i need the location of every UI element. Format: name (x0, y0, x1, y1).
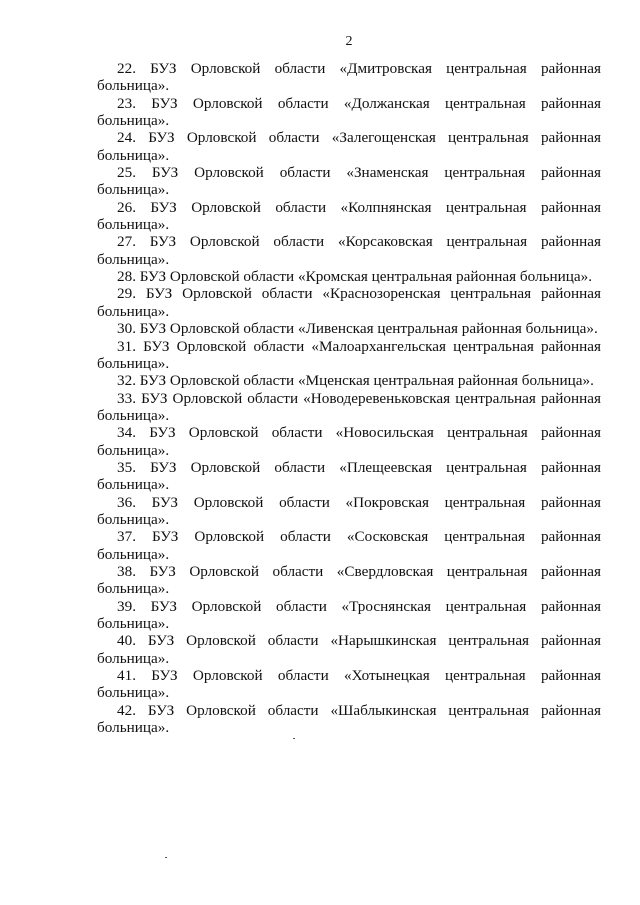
list-item (97, 129, 601, 164)
list-item-continuation: больница». (97, 112, 170, 130)
list-item (97, 233, 601, 268)
list-item (97, 372, 601, 389)
list-item (97, 702, 601, 737)
list-item-text: 36. БУЗ Орловской области «Покровская центральная районная (117, 493, 601, 511)
list-item-continuation: больница». (97, 181, 170, 199)
list-item-text: 38. БУЗ Орловской области «Свердловская центральная районная (117, 562, 601, 580)
list-item-text: 23. БУЗ Орловской области «Должанская центральная районная (117, 94, 601, 112)
list-item (97, 459, 601, 494)
list-item-continuation: больница». (97, 406, 170, 424)
list-item-text: 25. БУЗ Орловской области «Знаменская центральная районная (117, 164, 601, 182)
list-item (97, 528, 601, 563)
list-item-text: 22. БУЗ Орловской области «Дмитровская центральная районная (117, 60, 601, 77)
hospital-list (97, 60, 601, 736)
list-item-text: 24. БУЗ Орловской области «Залегощенская центральная районная (117, 129, 601, 147)
scan-speck (165, 857, 167, 858)
page-number: 2 (345, 34, 353, 49)
list-item (97, 60, 601, 95)
list-item (97, 598, 601, 633)
list-item (97, 199, 601, 234)
list-item-text: 27. БУЗ Орловской области «Корсаковская центральная районная (117, 233, 601, 251)
list-item-continuation: больница». (97, 302, 170, 320)
list-item (97, 424, 601, 459)
list-item-continuation: больница». (97, 250, 170, 268)
list-item-text: 40. БУЗ Орловской области «Нарышкинская центральная районная (117, 632, 601, 650)
list-item-text: 37. БУЗ Орловской области «Сосковская центральная районная (117, 528, 601, 546)
list-item (97, 494, 601, 529)
list-item-continuation: больница». (97, 77, 170, 95)
list-item-continuation: больница». (97, 476, 170, 494)
list-item-text: 31. БУЗ Орловской области «Малоархангельская центральная районная (117, 337, 601, 355)
list-item (97, 268, 601, 285)
list-item-continuation: больница». (97, 216, 170, 234)
list-item-continuation: больница». (97, 545, 170, 563)
list-item-continuation: больница». (97, 354, 170, 372)
list-item (97, 285, 601, 320)
list-item (97, 632, 601, 667)
list-item-continuation: больница». (97, 146, 170, 164)
list-item-continuation: больница». (97, 719, 170, 737)
list-item (97, 563, 601, 598)
list-item (97, 667, 601, 702)
scan-speck (293, 738, 295, 739)
list-item (97, 390, 601, 425)
list-item-text: 29. БУЗ Орловской области «Краснозоренская центральная районная (117, 285, 601, 303)
list-item (97, 320, 601, 337)
list-item-text: 30. БУЗ Орловской области «Ливенская центральная районная больница». (117, 320, 598, 338)
list-item (97, 95, 601, 130)
list-item-text: 26. БУЗ Орловской области «Колпнянская центральная районная (117, 198, 601, 216)
list-item-continuation: больница». (97, 684, 170, 702)
list-item-continuation: больница». (97, 580, 170, 598)
list-item-text: 34. БУЗ Орловской области «Новосильская центральная районная (117, 424, 601, 442)
list-item-continuation: больница». (97, 615, 170, 632)
list-item-text: 35. БУЗ Орловской области «Плещеевская центральная районная (117, 458, 601, 476)
list-item-continuation: больница». (97, 510, 170, 528)
list-item-text: 42. БУЗ Орловской области «Шаблыкинская центральная районная (117, 701, 601, 719)
list-item-text: 41. БУЗ Орловской области «Хотынецкая центральная районная (117, 667, 601, 685)
list-item-text: 28. БУЗ Орловской области «Кромская центральная районная больница». (117, 268, 593, 286)
list-item-text: 39. БУЗ Орловской области «Троснянская центральная районная (117, 597, 601, 615)
list-item-text: 33. БУЗ Орловской области «Новодеревеньковская центральная районная (117, 389, 601, 407)
list-item-continuation: больница». (97, 441, 170, 459)
list-item-continuation: больница». (97, 649, 170, 667)
list-item (97, 164, 601, 199)
list-item-text: 32. БУЗ Орловской области «Мценская центральная районная больница». (117, 372, 594, 390)
list-item (97, 338, 601, 373)
